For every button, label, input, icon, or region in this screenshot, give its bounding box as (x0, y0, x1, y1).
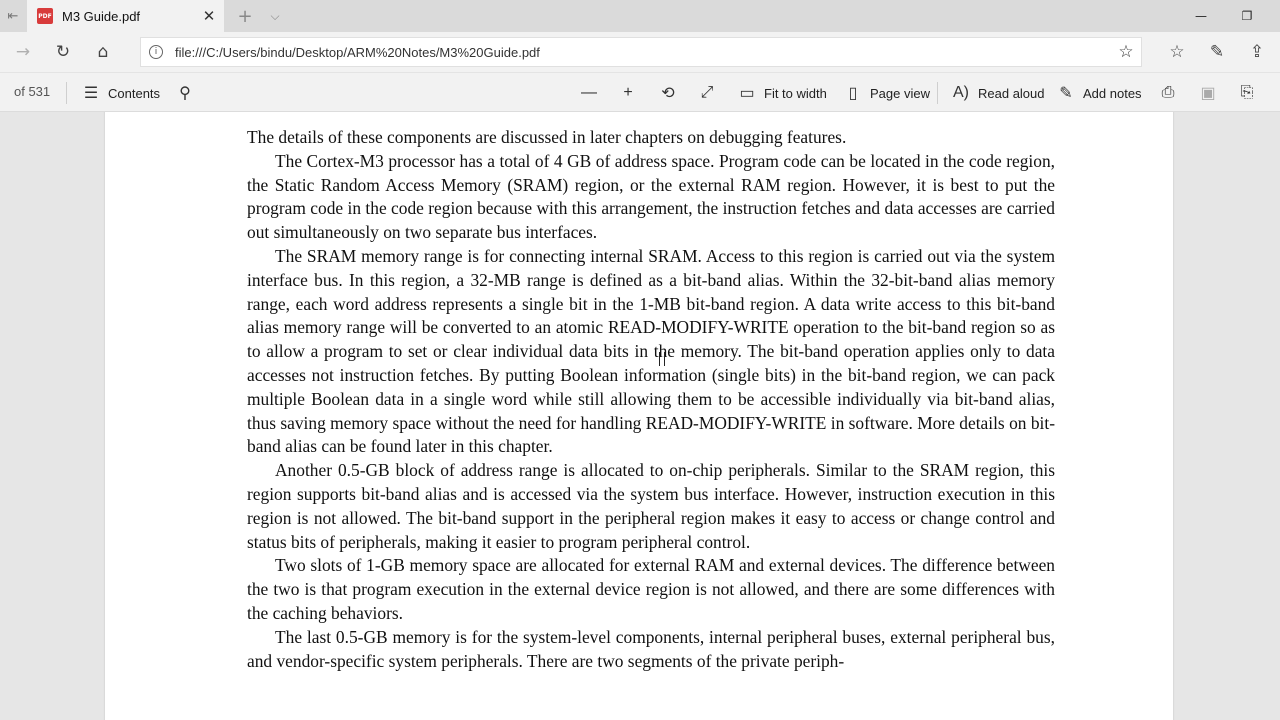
paragraph: The Cortex-M3 processor has a total of 4 GB of address space. Program code can be located in the code region, the Static Random Access Memory (SRAM) region, or the external RAM region. However, it is best to put the program code in the code region because with this arrangement, the instruction fetches and data accesses are carried out simultaneously on two separate bus interfaces. (247, 150, 1055, 243)
print-icon: ⎙ (1161, 84, 1175, 101)
tab-preview-icon[interactable]: ⇤ (7, 8, 19, 24)
add-notes-label: Add notes (1083, 85, 1142, 101)
fullscreen-button[interactable] (696, 77, 718, 109)
new-tab-icon[interactable]: + (237, 5, 253, 27)
paragraph: Two slots of 1-GB memory space are allocated for external RAM and external devices. The difference between the two is that program execution in the external device region is not allowed, and there are some differences with the caching behaviors. (247, 555, 1055, 623)
save-as-icon: ⎘ (1240, 84, 1254, 101)
search-button[interactable] (174, 77, 196, 109)
refresh-icon[interactable]: ↻ (55, 42, 71, 62)
share-icon[interactable]: ⇪ (1249, 42, 1265, 62)
pdf-file-icon: PDF (37, 8, 53, 24)
save-icon: ▣ (1200, 85, 1216, 102)
tab-dropdown-icon[interactable]: ⌵ (270, 8, 280, 23)
search-icon: ⚲ (179, 85, 191, 102)
contents-button[interactable] (80, 77, 160, 109)
pen-icon: ✎ (1059, 85, 1073, 102)
divider (937, 82, 938, 104)
save-button[interactable] (1197, 77, 1219, 109)
list-icon: ☰ (83, 85, 99, 102)
pen-icon[interactable]: ✎ (1209, 42, 1225, 62)
tab-bar (0, 0, 1280, 32)
read-aloud-label: Read aloud (978, 85, 1045, 101)
page-count: of 531 (14, 84, 51, 99)
url-text[interactable]: file:///C:/Users/bindu/Desktop/ARM%20Notes/M3%20Guide.pdf (175, 44, 540, 60)
pdf-page (105, 112, 1173, 720)
page-icon: ▯ (848, 85, 858, 102)
address-bar[interactable] (140, 37, 1142, 67)
zoom-out-button[interactable] (578, 77, 600, 109)
add-notes-button[interactable] (1055, 77, 1142, 109)
contents-label: Contents (108, 85, 161, 101)
page-view-button[interactable] (842, 77, 930, 109)
tab-title: M3 Guide.pdf (62, 8, 141, 24)
print-button[interactable] (1157, 77, 1179, 109)
plus-icon: + (623, 84, 633, 101)
zoom-in-button[interactable] (617, 77, 639, 109)
paragraph: Another 0.5-GB block of address range is allocated to on-chip peripherals. Similar to the SRAM region, this region supports bit-band alias and is accessed via the system bus interface. However, instruction execution in this region is not allowed. The bit-band support in the peripheral region makes it easy to access or change control and status bits of peripherals, making it easier to program peripheral control. (247, 460, 1055, 552)
minimize-icon[interactable]: — (1195, 9, 1207, 23)
save-as-button[interactable] (1236, 77, 1258, 109)
favorites-icon[interactable]: ☆ (1169, 42, 1185, 62)
fit-to-width-label: Fit to width (764, 85, 827, 101)
minus-icon: — (581, 84, 597, 101)
expand-icon: ⤢ (700, 84, 714, 101)
tab-m3-guide[interactable] (27, 0, 224, 32)
page-text (247, 126, 1055, 673)
navigation-bar (0, 32, 1280, 72)
home-icon[interactable]: ⌂ (97, 42, 109, 62)
rotate-button[interactable] (657, 77, 679, 109)
favorite-star-icon[interactable]: ☆ (1118, 42, 1134, 62)
forward-icon[interactable]: → (15, 42, 31, 62)
close-tab-icon[interactable]: ✕ (202, 7, 216, 25)
divider (66, 82, 67, 104)
paragraph: The last 0.5-GB memory is for the system-level components, internal peripheral buses, external peripheral bus, and vendor-specific system peripherals. There are two segments of the private periph- (247, 626, 1055, 671)
fit-width-icon: ▭ (739, 85, 755, 102)
paragraph: The SRAM memory range is for connecting internal SRAM. Access to this region is carried out via the system interface bus. In this region, a 32-MB range is defined as a bit-band alias. Within the 32-bit-band alias memory range, each word address represents a single bit in the 1-MB bit-band region. A data write access to this bit-band alias memory range will be converted to an atomic READ-MODIFY-WRITE operation to the bit-band region so as to allow a program to set or clear individual data bits in the memory. The bit-band operation applies only to data accesses not instruction fetches. By putting Boolean information (single bits) in the bit-band region, we can pack multiple Boolean data in a single word while still allowing them to be accessible individually via bit-band alias, thus saving memory space without the need for handling READ-MODIFY-WRITE in software. More details on bit-band alias can be found later in this chapter. (247, 245, 1055, 457)
paragraph: The details of these components are discussed in later chapters on debugging features. (247, 127, 847, 147)
document-viewer[interactable] (0, 112, 1280, 720)
read-aloud-button[interactable] (950, 77, 1045, 109)
pdf-toolbar (0, 72, 1280, 112)
read-aloud-icon: A) (953, 84, 969, 101)
info-icon[interactable]: i (149, 45, 163, 59)
rotate-icon: ⟲ (661, 85, 675, 102)
restore-icon[interactable]: ❐ (1241, 9, 1253, 23)
fit-to-width-button[interactable] (736, 77, 827, 109)
page-view-label: Page view (870, 85, 930, 101)
text-cursor-icon (659, 352, 665, 366)
